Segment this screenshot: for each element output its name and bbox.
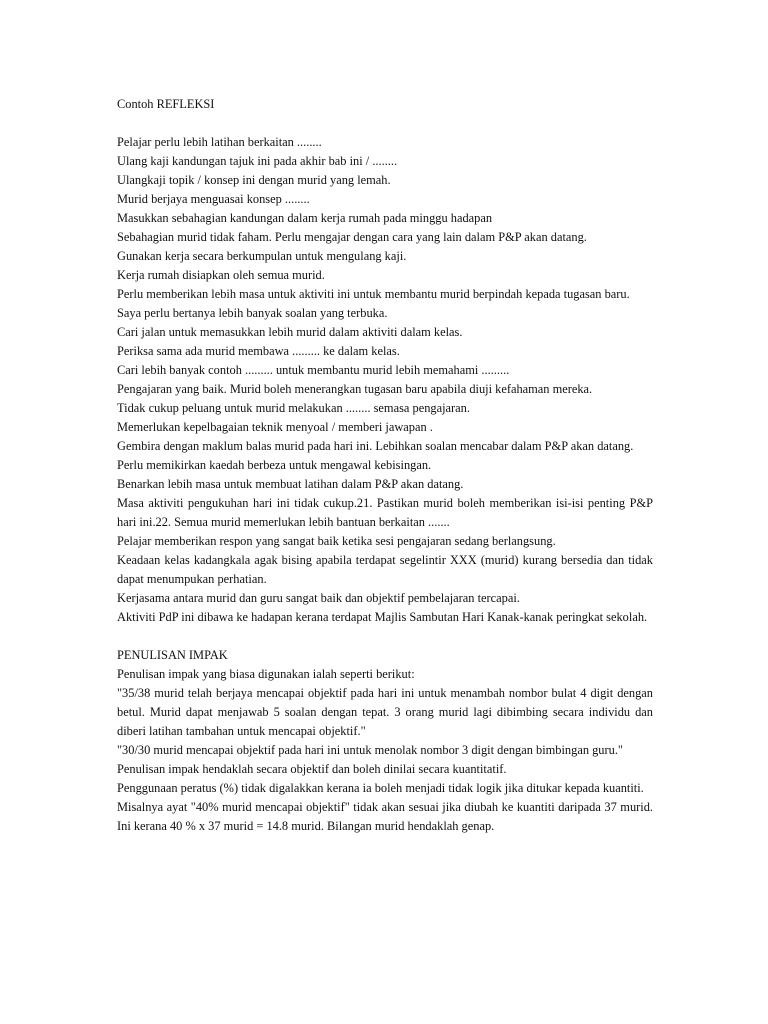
reflection-line: Masa aktiviti pengukuhan hari ini tidak cukup.21. Pastikan murid boleh memberikan isi-isi penting P&P hari ini.22. Semua murid memerlukan lebih bantuan berkaitan ....... <box>117 496 653 529</box>
impact-line: Penulisan impak hendaklah secara objektif dan boleh dinilai secara kuantitatif. <box>117 762 507 776</box>
reflection-line: Sebahagian murid tidak faham. Perlu mengajar dengan cara yang lain dalam P&P akan datang. <box>117 230 587 244</box>
reflection-line: Perlu memikirkan kaedah berbeza untuk mengawal kebisingan. <box>117 458 432 472</box>
document-title: Contoh REFLEKSI <box>117 97 215 111</box>
impact-line: Misalnya ayat "40% murid mencapai objektif" tidak akan sesuai jika diubah ke kuantiti daripada 37 murid. Ini kerana 40 % x 37 murid = 14.8 murid. Bilangan murid hendaklah genap. <box>117 800 653 833</box>
reflection-line: Aktiviti PdP ini dibawa ke hadapan kerana terdapat Majlis Sambutan Hari Kanak-kanak peringkat sekolah. <box>117 610 648 624</box>
reflection-line: Ulang kaji kandungan tajuk ini pada akhir bab ini / ........ <box>117 154 398 168</box>
reflection-line: Kerja rumah disiapkan oleh semua murid. <box>117 268 325 282</box>
reflection-line: Periksa sama ada murid membawa ......... ke dalam kelas. <box>117 344 400 358</box>
reflection-line: Benarkan lebih masa untuk membuat latihan dalam P&P akan datang. <box>117 477 464 491</box>
reflection-line: Pengajaran yang baik. Murid boleh menerangkan tugasan baru apabila diuji kefahaman mereka. <box>117 382 593 396</box>
reflection-line: Gembira dengan maklum balas murid pada hari ini. Lebihkan soalan mencabar dalam P&P akan datang. <box>117 439 634 453</box>
impact-line: Penulisan impak yang biasa digunakan ialah seperti berikut: <box>117 667 415 681</box>
reflection-line: Pelajar perlu lebih latihan berkaitan ........ <box>117 135 322 149</box>
reflection-line: Ulangkaji topik / konsep ini dengan murid yang lemah. <box>117 173 391 187</box>
reflection-line: Pelajar memberikan respon yang sangat baik ketika sesi pengajaran sedang berlangsung. <box>117 534 556 548</box>
impact-line: "30/30 murid mencapai objektif pada hari ini untuk menolak nombor 3 digit dengan bimbingan guru." <box>117 743 623 757</box>
reflection-line: Perlu memberikan lebih masa untuk aktiviti ini untuk membantu murid berpindah kepada tugasan baru. <box>117 287 630 301</box>
impact-line: "35/38 murid telah berjaya mencapai objektif pada hari ini untuk menambah nombor bulat 4 digit dengan betul. Murid dapat menjawab 5 soalan dengan tepat. 3 orang murid lagi dibimbing secara individu dan diberi latihan tambahan untuk mencapai objektif." <box>117 686 653 738</box>
reflection-line: Murid berjaya menguasai konsep ........ <box>117 192 310 206</box>
reflection-line: Tidak cukup peluang untuk murid melakukan ........ semasa pengajaran. <box>117 401 470 415</box>
reflection-line: Memerlukan kepelbagaian teknik menyoal / memberi jawapan . <box>117 420 433 434</box>
document-content <box>117 95 653 836</box>
reflection-line: Cari lebih banyak contoh ......... untuk membantu murid lebih memahami ......... <box>117 363 510 377</box>
impact-list <box>117 665 653 836</box>
reflection-list <box>117 133 653 627</box>
reflection-line: Kerjasama antara murid dan guru sangat baik dan objektif pembelajaran tercapai. <box>117 591 520 605</box>
impact-line: Penggunaan peratus (%) tidak digalakkan kerana ia boleh menjadi tidak logik jika ditukar kepada kuantiti. <box>117 781 644 795</box>
reflection-line: Masukkan sebahagian kandungan dalam kerja rumah pada minggu hadapan <box>117 211 493 225</box>
section-title: PENULISAN IMPAK <box>117 648 228 662</box>
reflection-line: Cari jalan untuk memasukkan lebih murid dalam aktiviti dalam kelas. <box>117 325 463 339</box>
reflection-line: Keadaan kelas kadangkala agak bising apabila terdapat segelintir XXX (murid) kurang bersedia dan tidak dapat menumpukan perhatian. <box>117 553 653 586</box>
reflection-line: Gunakan kerja secara berkumpulan untuk mengulang kaji. <box>117 249 407 263</box>
reflection-line: Saya perlu bertanya lebih banyak soalan yang terbuka. <box>117 306 388 320</box>
